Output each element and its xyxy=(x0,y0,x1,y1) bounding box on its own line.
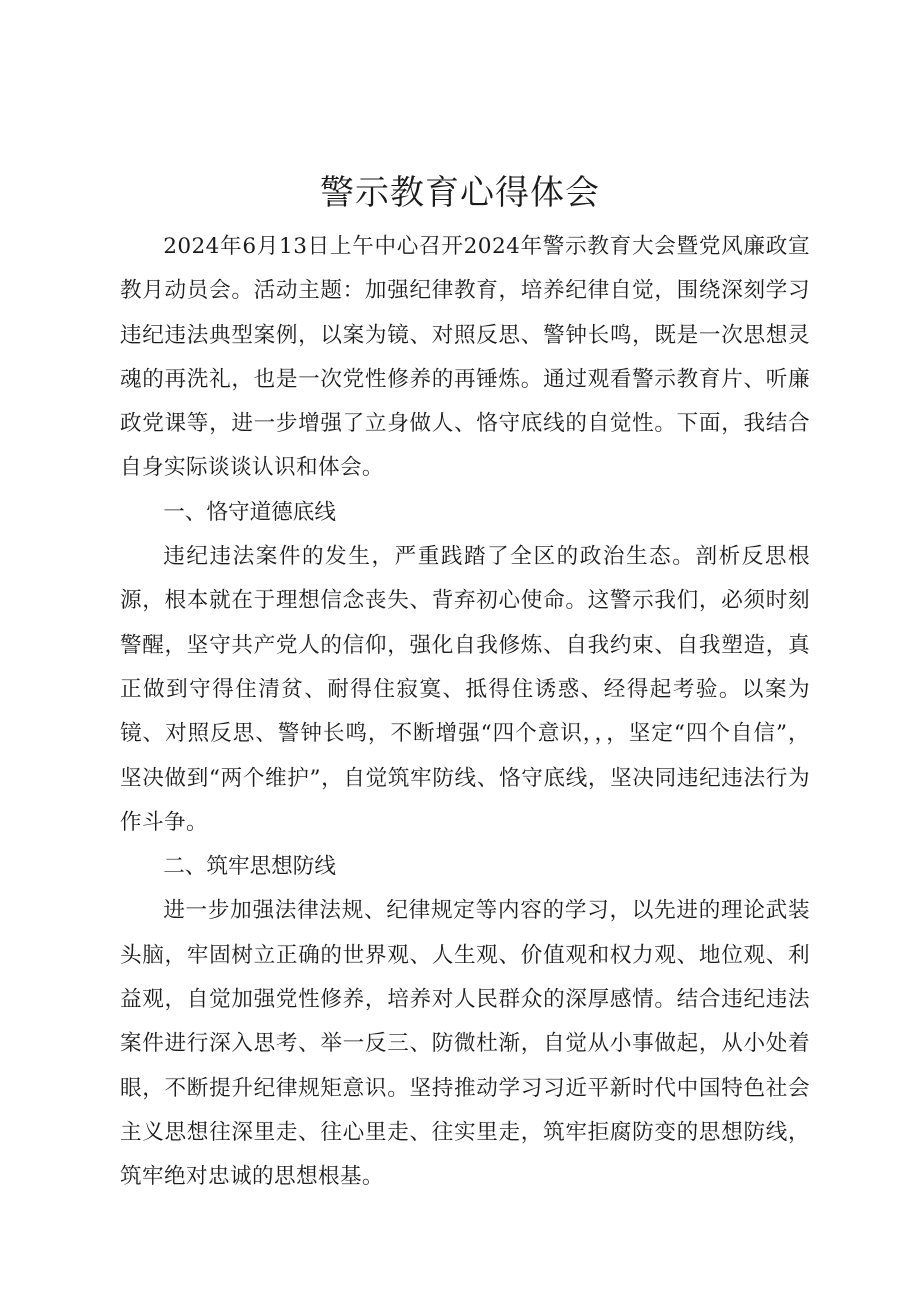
section-heading-1: 一、恪守道德底线 xyxy=(163,499,336,525)
document-title: 警示教育心得体会 xyxy=(320,173,600,213)
section-paragraph-2: 进一步加强法律法规、纪律规定等内容的学习，以先进的理论武装头脑，牢固树立正确的世界观、人生观、价值观和权力观、地位观、利益观，自觉加强党性修养，培养对人民群众的深厚感情。结合违纪违法案件进行深入思考、举一反三、防微杜渐，自觉从小事做起，从小处着眼，不断提升纪律规矩意识。坚持推动学习习近平新时代中国特色社会主义思想往深里走、往心里走、往实里走，筑牢拒腐防变的思想防线，筑牢绝对忠诚的思想根基。 xyxy=(120,898,810,1190)
intro-paragraph: 2024年6月13日上午中心召开2024年警示教育大会暨党风廉政宣教月动员会。活动主题：加强纪律教育，培养纪律自觉，围绕深刻学习违纪违法典型案例，以案为镜、对照反思、警钟长鸣，既是一次思想灵魂的再洗礼，也是一次党性修养的再锤炼。通过观看警示教育片、听廉政党课等，进一步增强了立身做人、恪守底线的自觉性。下面，我结合自身实际谈谈认识和体会。 xyxy=(120,234,810,481)
section-heading-2: 二、筑牢思想防线 xyxy=(163,854,336,880)
document-body xyxy=(120,225,810,1200)
section-paragraph-1: 违纪违法案件的发生，严重践踏了全区的政治生态。剖析反思根源，根本就在于理想信念丧失、背弃初心使命。这警示我们，必须时刻警醒，坚守共产党人的信仰，强化自我修炼、自我约束、自我塑造，真正做到守得住清贫、耐得住寂寞、抵得住诱惑、经得起考验。以案为镜、对照反思、警钟长鸣，不断增强“四个意识，，，坚定“四个自信”，坚决做到“两个维护”，自觉筑牢防线、恪守底线，坚决同违纪违法行为作斗争。 xyxy=(120,544,810,835)
